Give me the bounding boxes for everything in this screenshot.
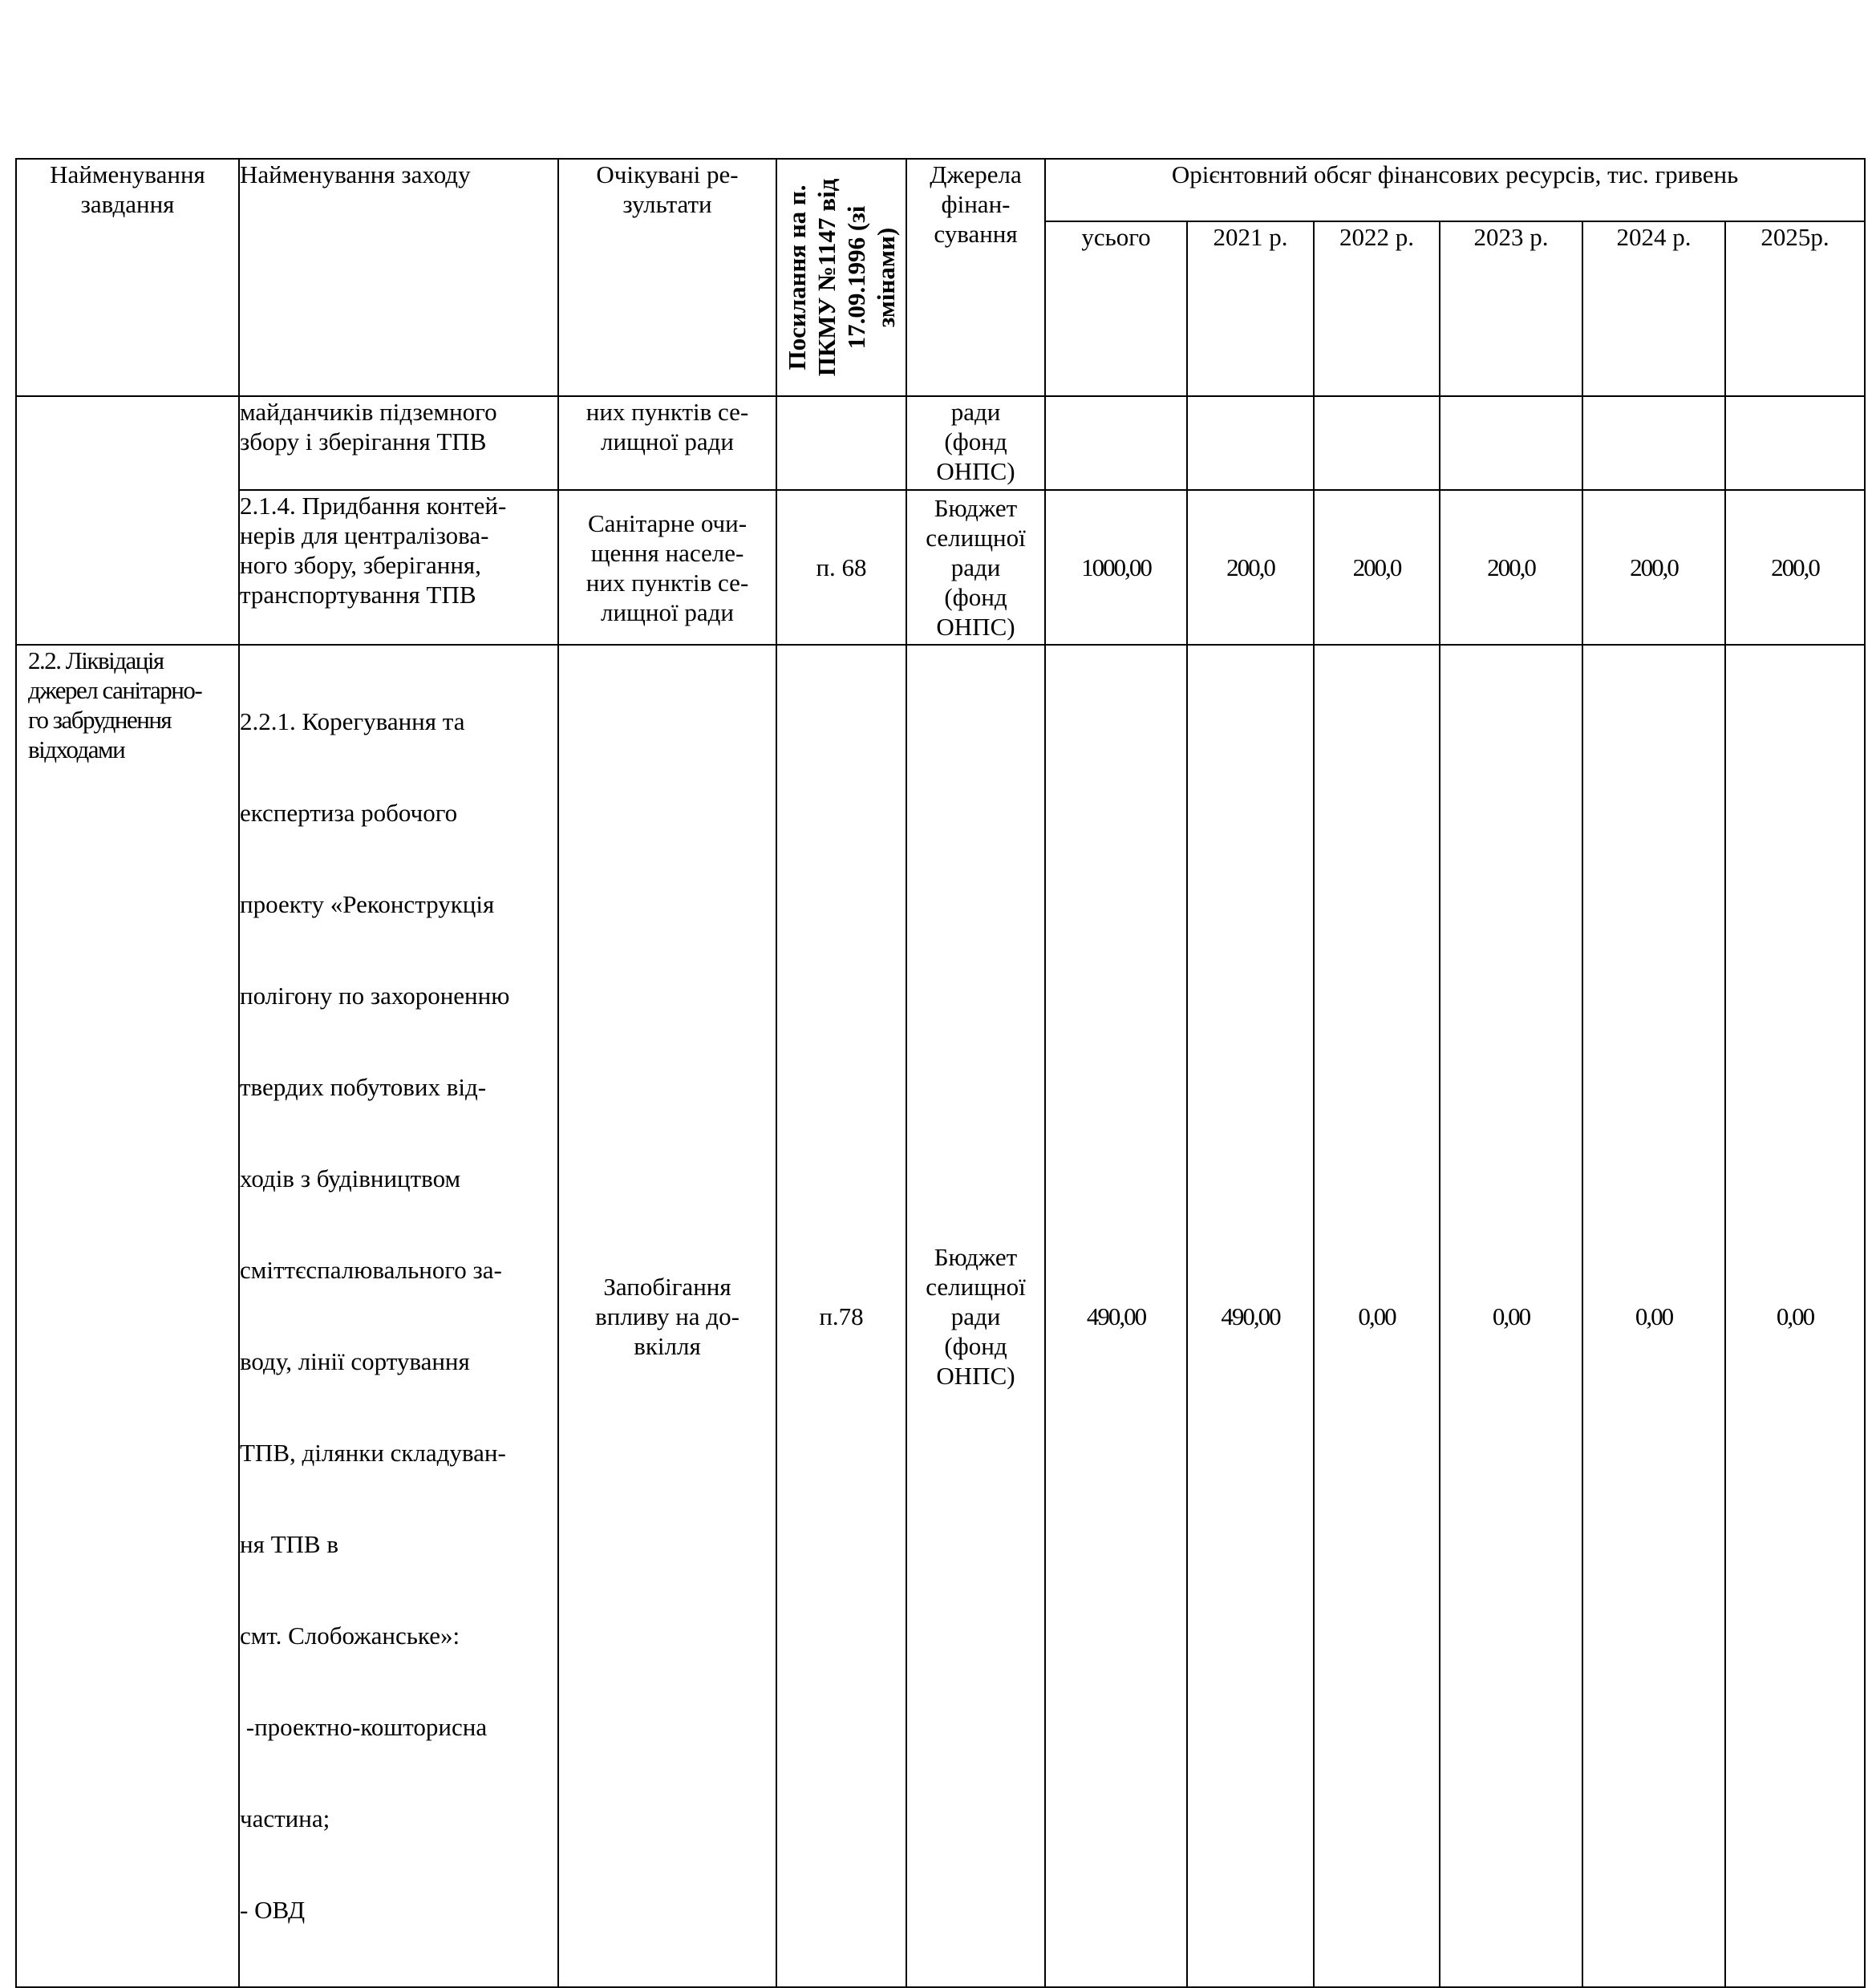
header-funding-source: Джерела фінан-сування (906, 159, 1045, 396)
value-2022: 0,00 (1314, 645, 1440, 1987)
reference-cell: п.78 (776, 645, 906, 1987)
value-2025 (1725, 396, 1865, 490)
value-2022 (1314, 396, 1440, 490)
task-cell-empty (16, 396, 239, 645)
table-row (16, 645, 1865, 1987)
table-row (16, 396, 1865, 490)
value-total: 1000,00 (1045, 490, 1187, 645)
value-total (1045, 396, 1187, 490)
header-reference: Посилання на п. ПКМУ №1147 від 17.09.1996 (зі змінами) (783, 178, 900, 377)
source-cell: Бюджет селищної ради (фонд ОНПС) (906, 490, 1045, 645)
result-cell: них пунктів се- лищної ради (558, 396, 776, 490)
value-total: 490,00 (1045, 645, 1187, 1987)
header-year-2025: 2025р. (1725, 221, 1865, 396)
reference-cell: п. 68 (776, 490, 906, 645)
header-task-name: Найменування завдання (16, 159, 239, 396)
header-measure-name: Найменування заходу (239, 159, 558, 396)
header-year-total: усього (1045, 221, 1187, 396)
value-2024 (1582, 396, 1725, 490)
result-cell: Запобігання впливу на до- вкілля (558, 645, 776, 1987)
measure-cell: 2.2.1. Корегування та експертиза робочого проекту «Реконструкція полігону по захороненню твердих побутових від- ходів з будівництвом сміттєспалювального за- воду, лінії сортування ТПВ, ділянки складуван- ня ТПВ в смт. Слобожанське»: -проектно-кошторисна частина; - ОВД (239, 645, 558, 1987)
header-year-2022: 2022 р. (1314, 221, 1440, 396)
header-year-2024: 2024 р. (1582, 221, 1725, 396)
value-2024: 200,0 (1582, 490, 1725, 645)
value-2022: 200,0 (1314, 490, 1440, 645)
value-2021 (1187, 396, 1314, 490)
header-expected-results: Очікувані ре-зультати (558, 159, 776, 396)
value-2024: 0,00 (1582, 645, 1725, 1987)
source-cell: Бюджет селищної ради (фонд ОНПС) (906, 645, 1045, 1987)
value-2025: 200,0 (1725, 490, 1865, 645)
task-cell: 2.2. Ліквідація джерел санітарно- го забруднення відходами (16, 645, 239, 1987)
financing-table (15, 158, 1866, 1988)
value-2021: 200,0 (1187, 490, 1314, 645)
measure-cell: майданчиків підземного збору і зберігання ТПВ (239, 396, 558, 490)
source-cell: ради (фонд ОНПС) (906, 396, 1045, 490)
reference-cell (776, 396, 906, 490)
value-2023: 0,00 (1440, 645, 1582, 1987)
header-financial-volume: Орієнтовний обсяг фінансових ресурсів, тис. гривень (1045, 159, 1865, 221)
result-cell: Санітарне очи- щення населе- них пунктів се- лищної ради (558, 490, 776, 645)
measure-cell: 2.1.4. Придбання контей- нерів для централізова- ного збору, зберігання, транспортування ТПВ (239, 490, 558, 645)
table-row (16, 490, 1865, 645)
header-year-2021: 2021 р. (1187, 221, 1314, 396)
value-2021: 490,00 (1187, 645, 1314, 1987)
value-2025: 0,00 (1725, 645, 1865, 1987)
header-reference-cell (776, 159, 906, 396)
value-2023 (1440, 396, 1582, 490)
value-2023: 200,0 (1440, 490, 1582, 645)
header-year-2023: 2023 р. (1440, 221, 1582, 396)
